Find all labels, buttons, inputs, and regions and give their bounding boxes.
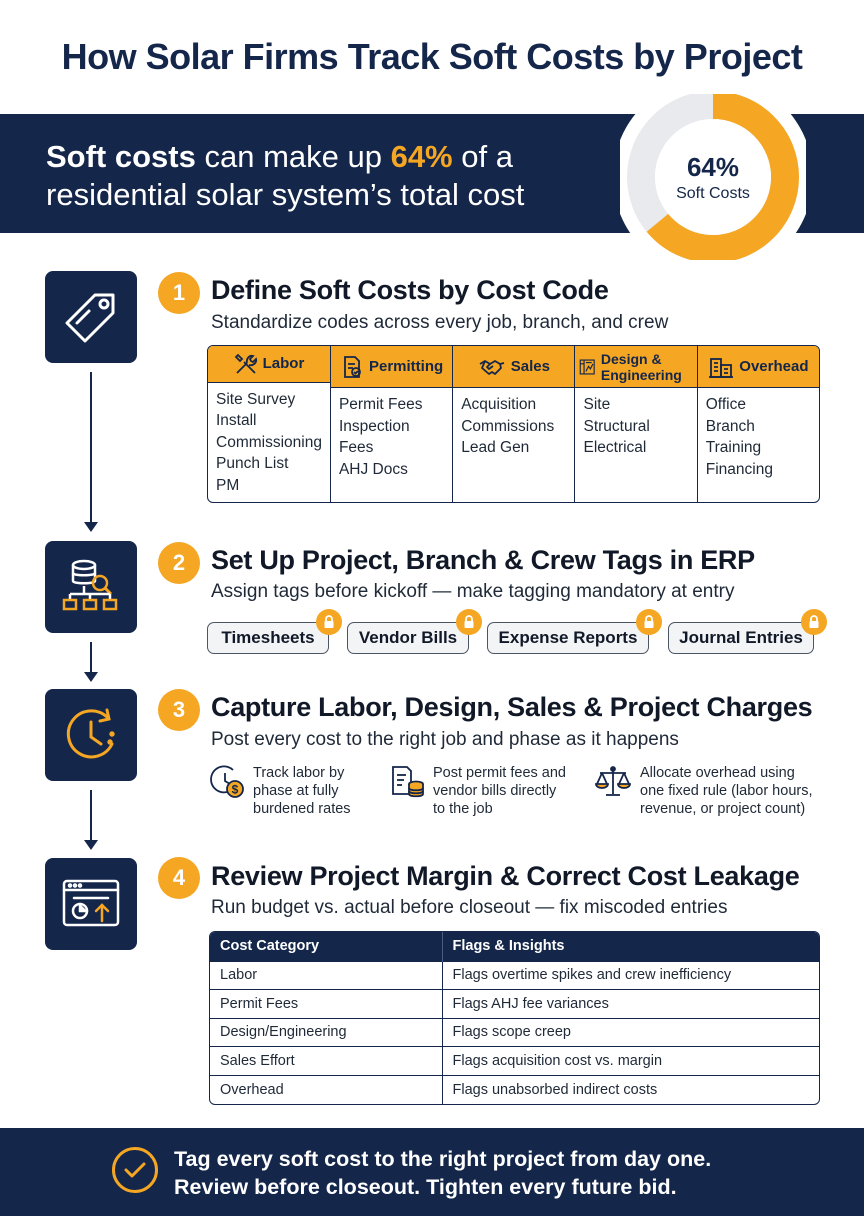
table-cell: Flags overtime spikes and crew inefficiency — [442, 961, 819, 990]
cost-code-items — [698, 388, 819, 486]
table-header-row — [210, 932, 819, 961]
page-title: How Solar Firms Track Soft Costs by Project — [61, 36, 803, 77]
svg-text:$: $ — [231, 782, 239, 797]
cost-code-column-design-engineering — [575, 346, 697, 502]
column-header: Cost Category — [210, 932, 442, 961]
cost-code-header — [331, 346, 452, 388]
table-row — [210, 1018, 819, 1047]
connector-arrow — [84, 672, 98, 682]
cost-code-items — [331, 388, 452, 486]
tag-journal-entries — [668, 622, 814, 654]
bill-coins-icon — [389, 764, 425, 800]
category-label: Design & Engineering — [600, 350, 682, 383]
capture-line: Post permit fees and — [433, 765, 566, 781]
scale-icon — [594, 764, 632, 800]
clock-icon — [45, 689, 137, 781]
capture-line: one fixed rule (labor hours, — [640, 783, 813, 799]
cost-code-column-overhead — [698, 346, 819, 502]
table-cell: Overhead — [210, 1075, 442, 1104]
dashboard-chart-icon — [45, 858, 137, 950]
tag-label: Vendor Bills — [358, 628, 458, 647]
connector-line — [90, 642, 92, 674]
cost-code-items — [208, 383, 330, 503]
step-number-3: 3 — [158, 689, 200, 731]
lock-icon — [636, 609, 662, 635]
tag-label: Timesheets — [221, 628, 315, 647]
code-item: Commissions — [461, 417, 555, 435]
code-item: Structural — [583, 417, 650, 435]
footer-line-1: Tag every soft cost to the right project from day one. — [174, 1147, 712, 1171]
check-circle-icon — [112, 1147, 158, 1193]
step-number-1: 1 — [158, 272, 200, 314]
banner-line-2: residential solar system’s total cost — [46, 177, 525, 212]
code-item: Site — [583, 396, 611, 413]
step-number-2: 2 — [158, 542, 200, 584]
banner-text-mid: can make up — [195, 139, 391, 174]
tag-timesheets — [207, 622, 329, 654]
cost-code-header — [575, 346, 696, 388]
step-3-subtitle: Post every cost to the right job and phase as it happens — [211, 729, 679, 750]
connector-line — [90, 790, 92, 842]
capture-text — [640, 764, 813, 818]
category-label: Labor — [262, 354, 305, 372]
code-item: Electrical — [583, 439, 647, 456]
code-item: Punch List — [216, 455, 289, 472]
capture-line: Track labor by — [253, 765, 345, 781]
capture-line: Allocate overhead using — [640, 765, 795, 781]
required-tag-list — [207, 620, 827, 660]
capture-item-overhead — [594, 764, 813, 818]
step-2-subtitle: Assign tags before kickoff — make tagging mandatory at entry — [211, 581, 735, 602]
category-label: Sales — [510, 357, 550, 375]
table-row — [210, 1047, 819, 1076]
table-cell: Flags acquisition cost vs. margin — [442, 1047, 819, 1076]
lock-icon — [801, 609, 827, 635]
table-cell: Labor — [210, 961, 442, 990]
capture-line: revenue, or project count) — [640, 801, 806, 817]
tag-label: Journal Entries — [679, 628, 803, 647]
cost-code-table — [207, 345, 820, 503]
step-number-4: 4 — [158, 857, 200, 899]
lock-icon — [456, 609, 482, 635]
blueprint-icon — [579, 354, 595, 380]
code-item: Financing — [705, 460, 773, 478]
banner-soft-costs: Soft costs — [46, 139, 196, 174]
cost-code-items — [575, 388, 696, 465]
step-4-subtitle: Run budget vs. actual before closeout — fix miscoded entries — [211, 897, 728, 918]
tools-icon — [234, 352, 258, 376]
code-item: Site Survey — [216, 390, 296, 408]
category-label: Overhead — [739, 357, 809, 375]
database-search-icon — [45, 541, 137, 633]
table-cell: Flags AHJ fee variances — [442, 990, 819, 1019]
capture-text — [433, 764, 566, 818]
code-item: PM — [216, 476, 240, 494]
handshake-icon — [478, 356, 506, 378]
cost-code-column-permitting — [331, 346, 453, 502]
cost-code-header — [698, 346, 819, 388]
capture-line: vendor bills directly — [433, 783, 557, 799]
code-item: Training — [705, 439, 762, 456]
tag-vendor-bills — [347, 622, 469, 654]
building-icon — [708, 355, 734, 379]
clock-dollar-icon — [209, 764, 245, 800]
banner-percent: 64% — [390, 139, 453, 174]
capture-line: burdened rates — [253, 801, 351, 817]
code-item: Permit Fees — [338, 396, 423, 413]
step-4-title: Review Project Margin & Correct Cost Leakage — [211, 861, 800, 891]
code-item: Acquisition — [461, 396, 537, 413]
table-row — [210, 961, 819, 990]
cost-code-items — [453, 388, 574, 465]
code-item: Install — [216, 412, 257, 429]
review-table — [209, 931, 820, 1105]
banner-text-end: of a — [452, 139, 513, 174]
category-label: Permitting — [368, 357, 444, 375]
footer-line-2: Review before closeout. Tighten every future bid. — [174, 1175, 677, 1199]
connector-arrow — [84, 522, 98, 532]
capture-line: to the job — [433, 801, 493, 817]
step-1-subtitle: Standardize codes across every job, branch, and crew — [211, 312, 669, 333]
column-header: Flags & Insights — [442, 932, 819, 961]
footer-message — [174, 1145, 711, 1201]
tag-label: Expense Reports — [498, 628, 638, 647]
tag-icon — [45, 271, 137, 363]
capture-item-labor — [209, 764, 351, 818]
connector-arrow — [84, 840, 98, 850]
code-item: Office — [705, 396, 746, 413]
cost-code-header — [453, 346, 574, 388]
stat-banner-text — [46, 138, 524, 214]
table-cell: Design/Engineering — [210, 1018, 442, 1047]
table-cell: Permit Fees — [210, 990, 442, 1019]
tag-expense-reports — [487, 622, 649, 654]
code-item: Lead Gen — [461, 439, 530, 456]
lock-icon — [316, 609, 342, 635]
code-item: Inspection Fees — [338, 417, 410, 456]
capture-item-permits — [389, 764, 566, 818]
table-row — [210, 1075, 819, 1104]
code-item: Branch — [705, 417, 755, 435]
code-item: Commissioning — [216, 433, 322, 451]
capture-line: phase at fully — [253, 783, 339, 799]
donut-percent: 64% — [686, 152, 740, 182]
connector-line — [90, 372, 92, 524]
step-2-title: Set Up Project, Branch & Crew Tags in ERP — [211, 545, 755, 575]
cost-code-column-sales — [453, 346, 575, 502]
table-cell: Sales Effort — [210, 1047, 442, 1076]
step-3-title: Capture Labor, Design, Sales & Project Charges — [211, 692, 813, 722]
code-item: AHJ Docs — [338, 460, 408, 478]
cost-code-header — [208, 346, 330, 383]
table-row — [210, 990, 819, 1019]
donut-caption: Soft Costs — [676, 185, 750, 202]
table-cell: Flags scope creep — [442, 1018, 819, 1047]
table-cell: Flags unabsorbed indirect costs — [442, 1075, 819, 1104]
capture-text — [253, 764, 351, 818]
step-1-title: Define Soft Costs by Cost Code — [211, 275, 609, 305]
donut-label — [620, 152, 806, 203]
cost-code-column-labor — [208, 346, 331, 502]
document-check-icon — [340, 355, 364, 379]
